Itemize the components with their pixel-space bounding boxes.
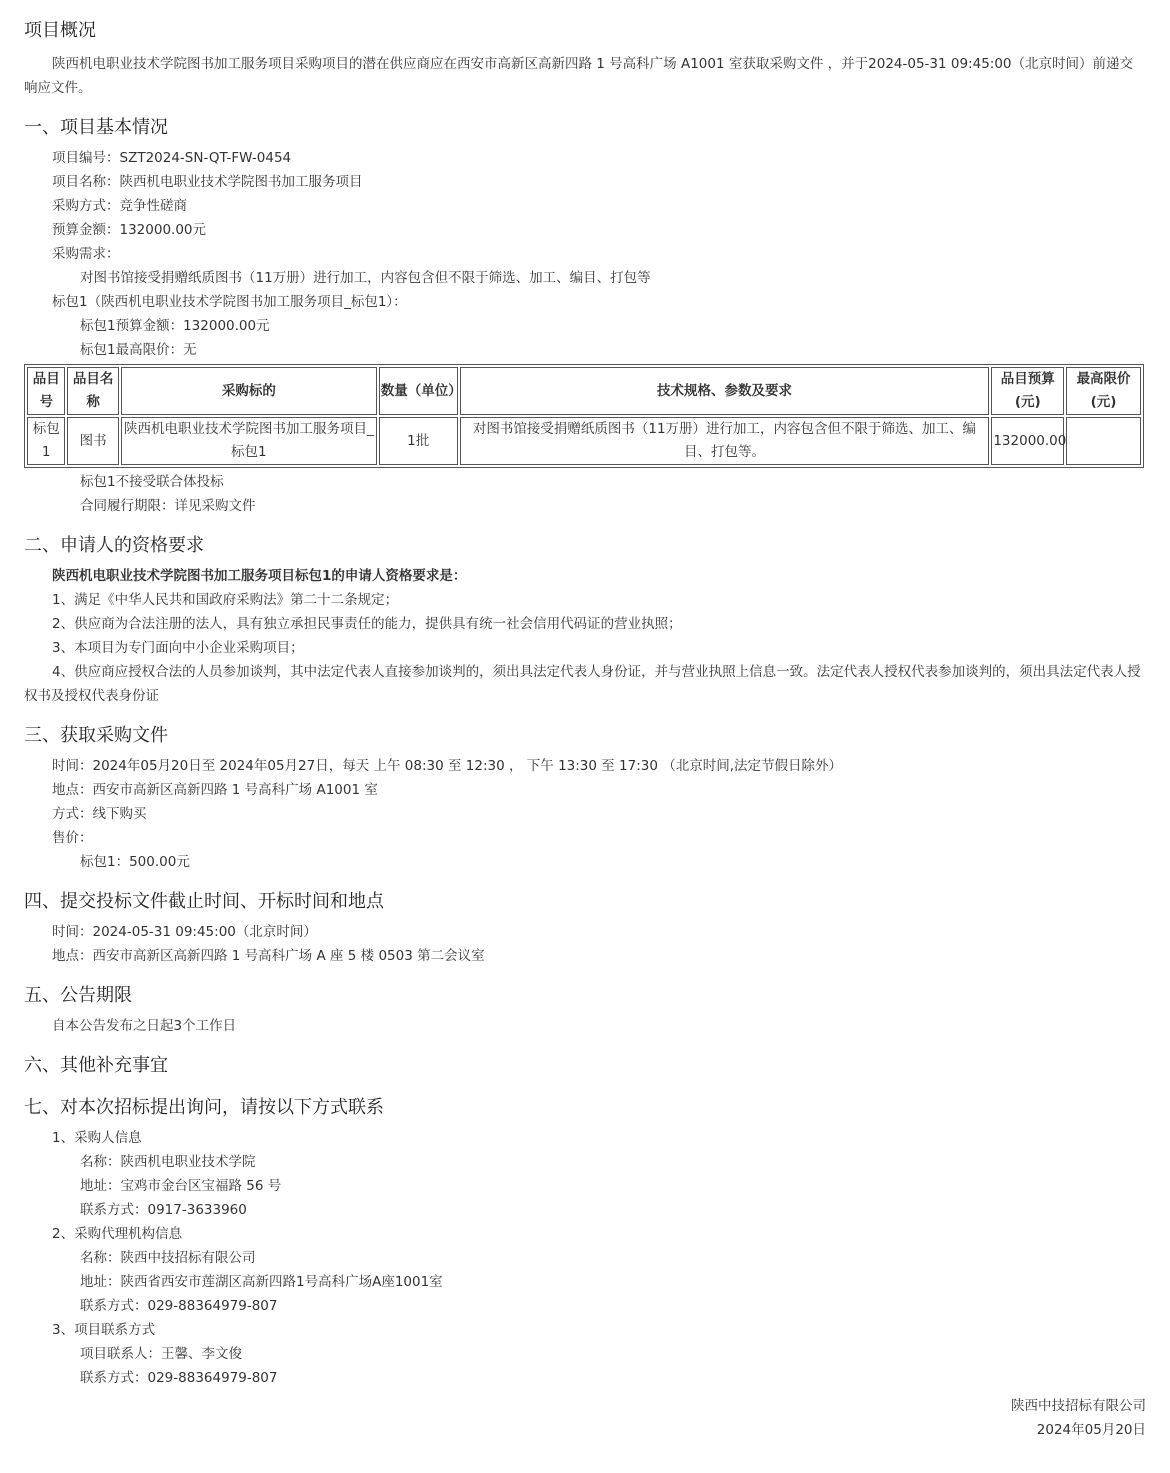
section-2-title: 二、申请人的资格要求 [24,535,204,556]
procurement-method: 采购方式：竞争性磋商 [52,198,187,214]
header-spec: 技术规格、参数及要求 [460,367,990,415]
lot-title: 标包1（陕西机电职业技术学院图书加工服务项目_标包1）： [52,294,407,310]
project-contact-phone: 联系方式：029-88364979-807 [80,1370,278,1386]
buyer-address: 地址：宝鸡市金台区宝福路 56 号 [80,1178,282,1194]
header-item-name: 品目名称 [67,367,119,415]
obtain-method: 方式：线下购买 [52,806,147,822]
section-3-title: 三、获取采购文件 [24,725,168,746]
contract-period: 合同履行期限：详见采购文件 [80,498,256,514]
price-label: 售价： [52,830,93,846]
qualification-item-3: 3、本项目为专门面向中小企业采购项目； [52,640,304,656]
signature-company: 陕西中技招标有限公司 [1011,1398,1146,1414]
qualification-item-1: 1、满足《中华人民共和国政府采购法》第二十二条规定； [52,592,399,608]
cell-max-price [1066,417,1141,465]
no-joint-bid: 标包1不接受联合体投标 [80,474,224,490]
agent-name: 名称：陕西中技招标有限公司 [80,1250,256,1266]
section-7-title: 七、对本次招标提出询问，请按以下方式联系 [24,1097,384,1118]
buyer-contact: 联系方式：0917-3633960 [80,1202,247,1218]
demand-text: 对图书馆接受捐赠纸质图书（11万册）进行加工，内容包含但不限于筛选、加工、编目、打包等 [80,270,651,286]
agent-address: 地址：陕西省西安市莲湖区高新四路1号高科广场A座1001室 [80,1274,443,1290]
lot-max-price: 标包1最高限价：无 [80,342,197,358]
deadline-time: 时间：2024-05-31 09:45:00（北京时间） [52,924,317,940]
qualification-lead: 陕西机电职业技术学院图书加工服务项目标包1的申请人资格要求是： [52,568,467,584]
project-number: 项目编号：SZT2024-SN-QT-FW-0454 [52,150,292,166]
table-row [27,417,1141,465]
header-item-no: 品目号 [27,367,65,415]
cell-item-name: 图书 [67,417,119,465]
notice-period: 自本公告发布之日起3个工作日 [52,1018,237,1034]
cell-item-no: 标包1 [27,417,65,465]
signature-block [24,1394,1146,1442]
header-item-budget: 品目预算(元) [991,367,1064,415]
section-4-title: 四、提交投标文件截止时间、开标时间和地点 [24,891,384,912]
signature-date: 2024年05月20日 [1036,1422,1146,1438]
project-contact-label: 3、项目联系方式 [52,1322,156,1338]
demand-label: 采购需求： [52,246,120,262]
buyer-name: 名称：陕西机电职业技术学院 [80,1154,256,1170]
opening-place: 地点：西安市高新区高新四路 1 号高科广场 A 座 5 楼 0503 第二会议室 [52,948,485,964]
table-header-row [27,367,1141,415]
header-max-price: 最高限价(元) [1066,367,1141,415]
overview-title: 项目概况 [24,20,96,41]
agent-contact: 联系方式：029-88364979-807 [80,1298,278,1314]
overview-intro: 陕西机电职业技术学院图书加工服务项目采购项目的潜在供应商应在西安市高新区高新四路 1 号高科广场 A1001 室获取采购文件 ，并于2024-05-31 09:45:00（北京时间）前递交响应文件。 [24,56,1134,96]
header-subject: 采购标的 [121,367,377,415]
budget-amount: 预算金额：132000.00元 [52,222,207,238]
lot-budget: 标包1预算金额：132000.00元 [80,318,270,334]
header-quantity: 数量（单位） [379,367,458,415]
project-contact-person: 项目联系人：王馨、李文俊 [80,1346,242,1362]
section-5-title: 五、公告期限 [24,985,132,1006]
obtain-time: 时间：2024年05月20日至 2024年05月27日，每天 上午 08:30 至 12:30 ， 下午 13:30 至 17:30 （北京时间,法定节假日除外） [52,758,843,774]
buyer-info-label: 1、采购人信息 [52,1130,142,1146]
cell-quantity: 1批 [379,417,458,465]
project-name: 项目名称：陕西机电职业技术学院图书加工服务项目 [52,174,363,190]
qualification-item-4: 4、供应商应授权合法的人员参加谈判，其中法定代表人直接参加谈判的，须出具法定代表人身份证，并与营业执照上信息一致。法定代表人授权代表参加谈判的，须出具法定代表人授权书及授权代表身份证 [24,664,1141,704]
agent-info-label: 2、采购代理机构信息 [52,1226,183,1242]
obtain-place: 地点：西安市高新区高新四路 1 号高科广场 A1001 室 [52,782,378,798]
price-lot-1: 标包1：500.00元 [80,854,190,870]
cell-subject: 陕西机电职业技术学院图书加工服务项目_标包1 [121,417,377,465]
cell-spec: 对图书馆接受捐赠纸质图书（11万册）进行加工，内容包含但不限于筛选、加工、编目、打包等。 [460,417,990,465]
section-6-title: 六、其他补充事宜 [24,1055,168,1076]
qualification-item-2: 2、供应商为合法注册的法人，具有独立承担民事责任的能力，提供具有统一社会信用代码证的营业执照； [52,616,682,632]
items-table [24,364,1144,468]
cell-item-budget: 132000.00 [991,417,1064,465]
section-1-title: 一、项目基本情况 [24,117,168,138]
